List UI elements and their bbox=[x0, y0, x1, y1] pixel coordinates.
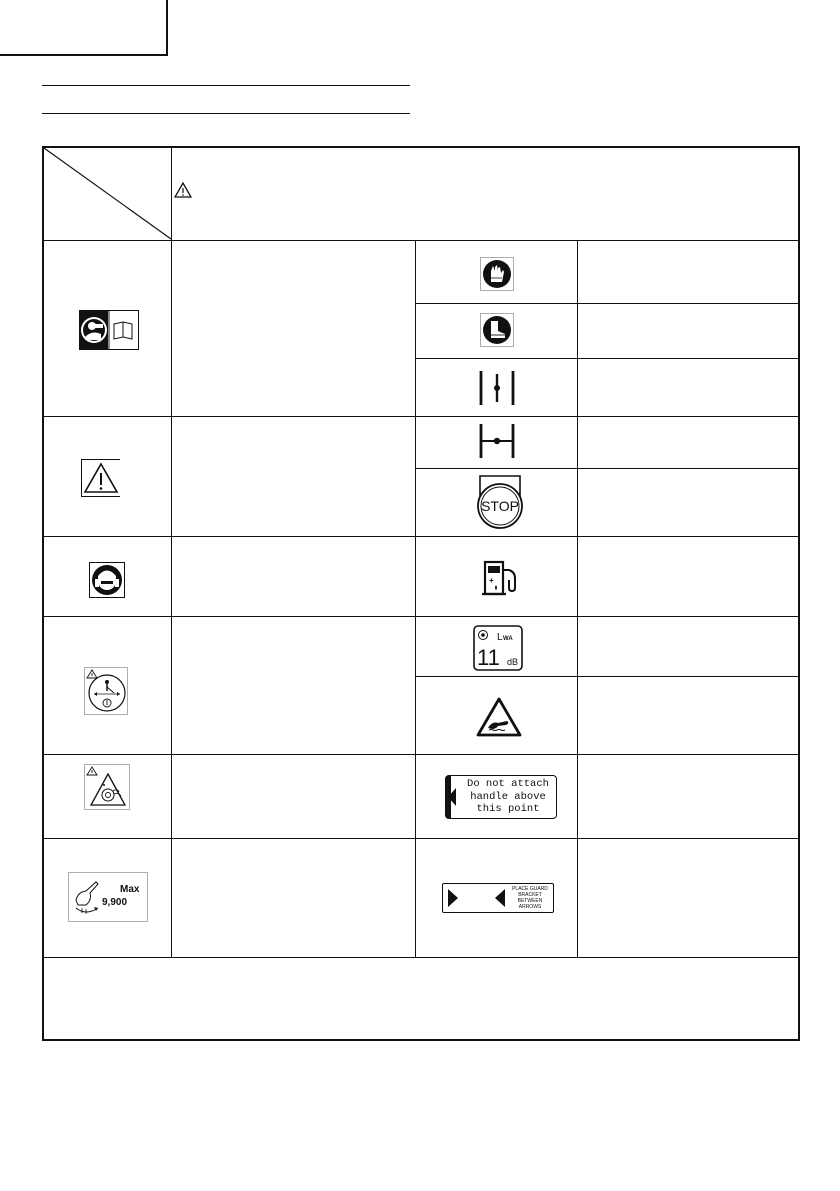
read-manual-eye-protection-icon bbox=[79, 310, 139, 350]
max-speed-icon bbox=[68, 872, 148, 922]
row-line-6 bbox=[44, 957, 798, 958]
header-diagonal bbox=[44, 148, 172, 240]
thrown-objects-warning-icon bbox=[84, 764, 130, 810]
page-tab-box bbox=[0, 0, 168, 56]
handle-label-line-1: Do not attach bbox=[467, 778, 549, 790]
guard-label-line-3: BETWEEN bbox=[517, 898, 543, 904]
row-line-2 bbox=[44, 536, 798, 537]
row-line-5 bbox=[44, 838, 798, 839]
hot-surface-icon bbox=[476, 696, 522, 738]
sound-power-value: 11 bbox=[477, 645, 500, 670]
max-speed-value: 9,900 bbox=[102, 897, 128, 908]
bystander-distance-icon bbox=[84, 667, 128, 715]
sound-power-icon bbox=[473, 625, 523, 671]
symbols-table bbox=[42, 146, 800, 1041]
col-line-1 bbox=[171, 148, 172, 957]
row-line-header bbox=[44, 240, 798, 241]
sub-line-2 bbox=[415, 358, 798, 359]
guard-label-line-1: PLACE GUARD bbox=[512, 886, 548, 892]
warning-triangle-icon bbox=[81, 459, 125, 497]
stop-switch-label: STOP bbox=[481, 498, 519, 514]
col-line-3 bbox=[577, 240, 578, 957]
guard-label-line-2: BRACKET bbox=[518, 892, 542, 898]
title-rule-top bbox=[42, 85, 410, 86]
helmet-ear-protection-icon bbox=[89, 562, 125, 598]
sub-line-1 bbox=[415, 303, 798, 304]
sound-power-unit: dB bbox=[507, 657, 519, 667]
handle-label-line-2: handle above bbox=[470, 790, 546, 803]
fuel-pump-icon bbox=[482, 558, 520, 598]
title-rule-bottom bbox=[42, 113, 410, 114]
sound-power-sub: WA bbox=[503, 636, 513, 642]
col-line-2 bbox=[415, 240, 416, 957]
header-warning-icon bbox=[174, 182, 192, 198]
row-line-1 bbox=[44, 416, 798, 417]
sub-line-4 bbox=[415, 676, 798, 677]
stop-switch-icon bbox=[472, 472, 528, 530]
choke-open-icon bbox=[476, 421, 518, 461]
row-line-3 bbox=[44, 616, 798, 617]
sound-power-prefix: L bbox=[497, 632, 503, 643]
handle-arrow-icon bbox=[446, 776, 460, 818]
max-speed-label: Max bbox=[120, 884, 140, 895]
gloves-icon bbox=[480, 257, 514, 291]
guard-arrows-icon bbox=[443, 884, 513, 912]
fuel-plus-glyph: + bbox=[489, 576, 494, 585]
handle-attach-label bbox=[445, 775, 557, 819]
sub-line-3 bbox=[415, 468, 798, 469]
row-line-4 bbox=[44, 754, 798, 755]
choke-closed-icon bbox=[476, 368, 518, 408]
handle-label-line-3: this point bbox=[476, 803, 540, 815]
boots-icon bbox=[480, 313, 514, 347]
guard-label-line-4: ARROWS bbox=[518, 904, 542, 910]
guard-bracket-label bbox=[442, 883, 554, 913]
